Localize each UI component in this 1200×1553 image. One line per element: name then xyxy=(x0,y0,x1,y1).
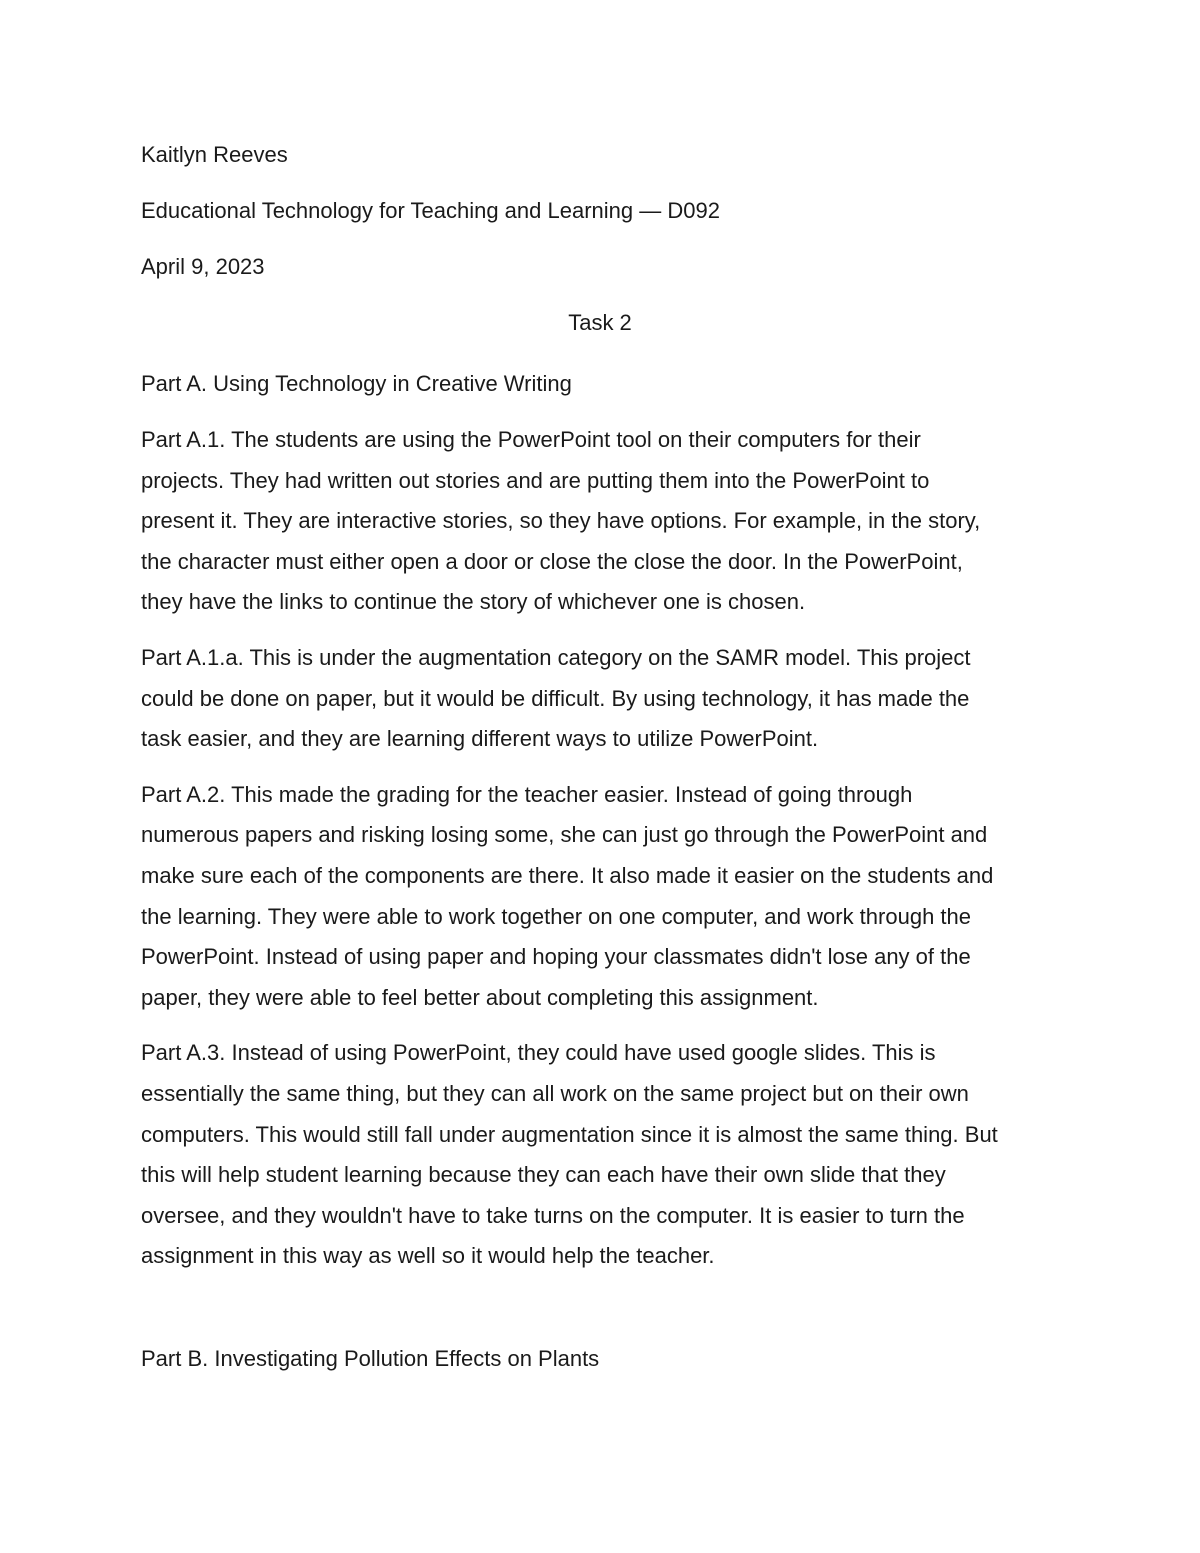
paragraph-line: could be done on paper, but it would be difficult. By using technology, it has made the xyxy=(141,685,970,711)
paragraph-line: oversee, and they wouldn't have to take turns on the computer. It is easier to turn the xyxy=(141,1202,965,1228)
paragraph-a1 xyxy=(141,420,1066,623)
paragraph-line: paper, they were able to feel better about completing this assignment. xyxy=(141,984,819,1010)
paragraph-line: present it. They are interactive stories, so they have options. For example, in the story, xyxy=(141,508,981,534)
document-body xyxy=(141,140,1066,1395)
paragraph-line: the character must either open a door or close the close the door. In the PowerPoint, xyxy=(141,548,963,574)
paragraph-line: projects. They had written out stories and are putting them into the PowerPoint to xyxy=(141,467,930,493)
paragraph-line: make sure each of the components are there. It also made it easier on the students and xyxy=(141,862,994,888)
page-title: Task 2 xyxy=(568,310,632,335)
paragraph-line: assignment in this way as well so it would help the teacher. xyxy=(141,1243,715,1269)
paragraph-line: task easier, and they are learning different ways to utilize PowerPoint. xyxy=(141,726,819,752)
paragraph-line: Part A.1.a. This is under the augmentation category on the SAMR model. This project xyxy=(141,644,971,670)
course-title: Educational Technology for Teaching and Learning — D092 xyxy=(141,198,720,223)
paragraph-a1a xyxy=(141,638,1066,760)
paragraph-line: Part A.2. This made the grading for the teacher easier. Instead of going through xyxy=(141,781,913,807)
paragraph-line: Part A.3. Instead of using PowerPoint, they could have used google slides. This is xyxy=(141,1040,936,1066)
paragraph-line: this will help student learning because they can each have their own slide that they xyxy=(141,1162,946,1188)
paragraph-line: they have the links to continue the story of whichever one is chosen. xyxy=(141,589,806,615)
paragraph-line: PowerPoint. Instead of using paper and hoping your classmates didn't lose any of the xyxy=(141,944,971,970)
paragraph-a3 xyxy=(141,1033,1066,1277)
paragraph-line: numerous papers and risking losing some, she can just go through the PowerPoint and xyxy=(141,822,988,848)
paragraph-a2 xyxy=(141,775,1066,1019)
paragraph-line: computers. This would still fall under augmentation since it is almost the same thing. But xyxy=(141,1121,998,1147)
paragraph-line: the learning. They were able to work together on one computer, and work through the xyxy=(141,903,971,929)
part-a-heading: Part A. Using Technology in Creative Writing xyxy=(141,371,572,396)
paragraph-line: essentially the same thing, but they can all work on the same project but on their own xyxy=(141,1080,969,1106)
part-b-heading: Part B. Investigating Pollution Effects on Plants xyxy=(141,1345,600,1371)
document-date: April 9, 2023 xyxy=(141,254,265,279)
author-name: Kaitlyn Reeves xyxy=(141,142,288,167)
paragraph-line: Part A.1. The students are using the PowerPoint tool on their computers for their xyxy=(141,427,921,452)
